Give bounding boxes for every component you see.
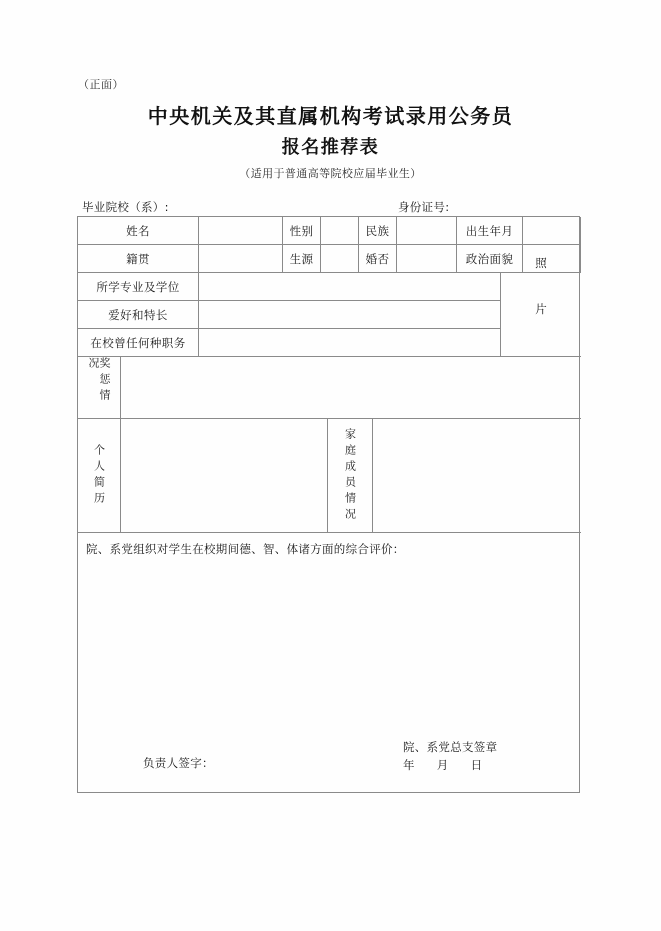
- birth-date-label-cell: 出生年月: [457, 217, 523, 245]
- personal-resume-label-text: 个人简历: [92, 443, 106, 508]
- school-positions-label-cell: 在校曾任何种职务: [78, 329, 199, 357]
- ethnicity-value-cell[interactable]: [397, 217, 457, 245]
- awards-label-text: 奖惩情况: [87, 357, 111, 405]
- date-day-label: 日: [470, 758, 483, 773]
- gender-label-cell: 性别: [283, 217, 321, 245]
- evaluation-block[interactable]: [78, 533, 581, 794]
- photo-label-char-2: 片: [535, 301, 547, 316]
- name-label-cell: 姓名: [78, 217, 199, 245]
- photo-label-char-1: 照: [535, 256, 547, 270]
- responsible-person-signature-label: 负责人签字：: [143, 756, 214, 770]
- marital-value-cell[interactable]: [397, 245, 457, 273]
- gender-value-cell[interactable]: [321, 217, 359, 245]
- graduation-school-label: 毕业院校（系）:: [82, 200, 169, 214]
- document-subtitle: 报名推荐表: [281, 137, 380, 158]
- political-label-cell: 政治面貌: [457, 245, 523, 273]
- date-year-label: 年: [403, 758, 415, 773]
- party-branch-seal-label: 院、系党总支签章: [403, 740, 498, 754]
- awards-value-cell[interactable]: [121, 357, 581, 419]
- source-label-cell: 生源: [283, 245, 321, 273]
- personal-resume-value-cell[interactable]: [121, 419, 328, 533]
- registration-form-table: [77, 216, 580, 793]
- awards-label-cell: [78, 357, 121, 419]
- family-members-label-cell: [328, 419, 373, 533]
- evaluation-prompt: 院、系党组织对学生在校期间德、智、体诸方面的综合评价：: [86, 542, 405, 556]
- document-applicability-note: （适用于普通高等院校应届毕业生）: [239, 167, 422, 180]
- personal-resume-label-cell: [78, 419, 121, 533]
- major-degree-label-cell: 所学专业及学位: [78, 273, 199, 301]
- date-month-label: 月: [436, 758, 449, 773]
- hobbies-value-cell[interactable]: [199, 301, 501, 329]
- name-value-cell[interactable]: [199, 217, 283, 245]
- id-card-number-label: 身份证号:: [398, 200, 450, 214]
- signature-date-line: [403, 756, 500, 774]
- major-degree-value-cell[interactable]: [199, 273, 501, 301]
- hobbies-label-cell: 爱好和特长: [78, 301, 199, 329]
- marital-label-cell: 婚否: [359, 245, 397, 273]
- family-members-label-text: 家庭成员情况: [343, 427, 357, 524]
- document-title: 中央机关及其直属机构考试录用公务员: [147, 104, 514, 128]
- school-positions-value-cell[interactable]: [199, 329, 501, 357]
- family-members-value-cell[interactable]: [373, 419, 581, 533]
- party-branch-seal-area: [403, 738, 500, 775]
- source-value-cell[interactable]: [321, 245, 359, 273]
- page-side-mark: （正面）: [78, 78, 124, 91]
- origin-value-cell[interactable]: [199, 245, 283, 273]
- origin-label-cell: 籍贯: [78, 245, 199, 273]
- photo-placeholder-cell[interactable]: [501, 217, 581, 357]
- ethnicity-label-cell: 民族: [359, 217, 397, 245]
